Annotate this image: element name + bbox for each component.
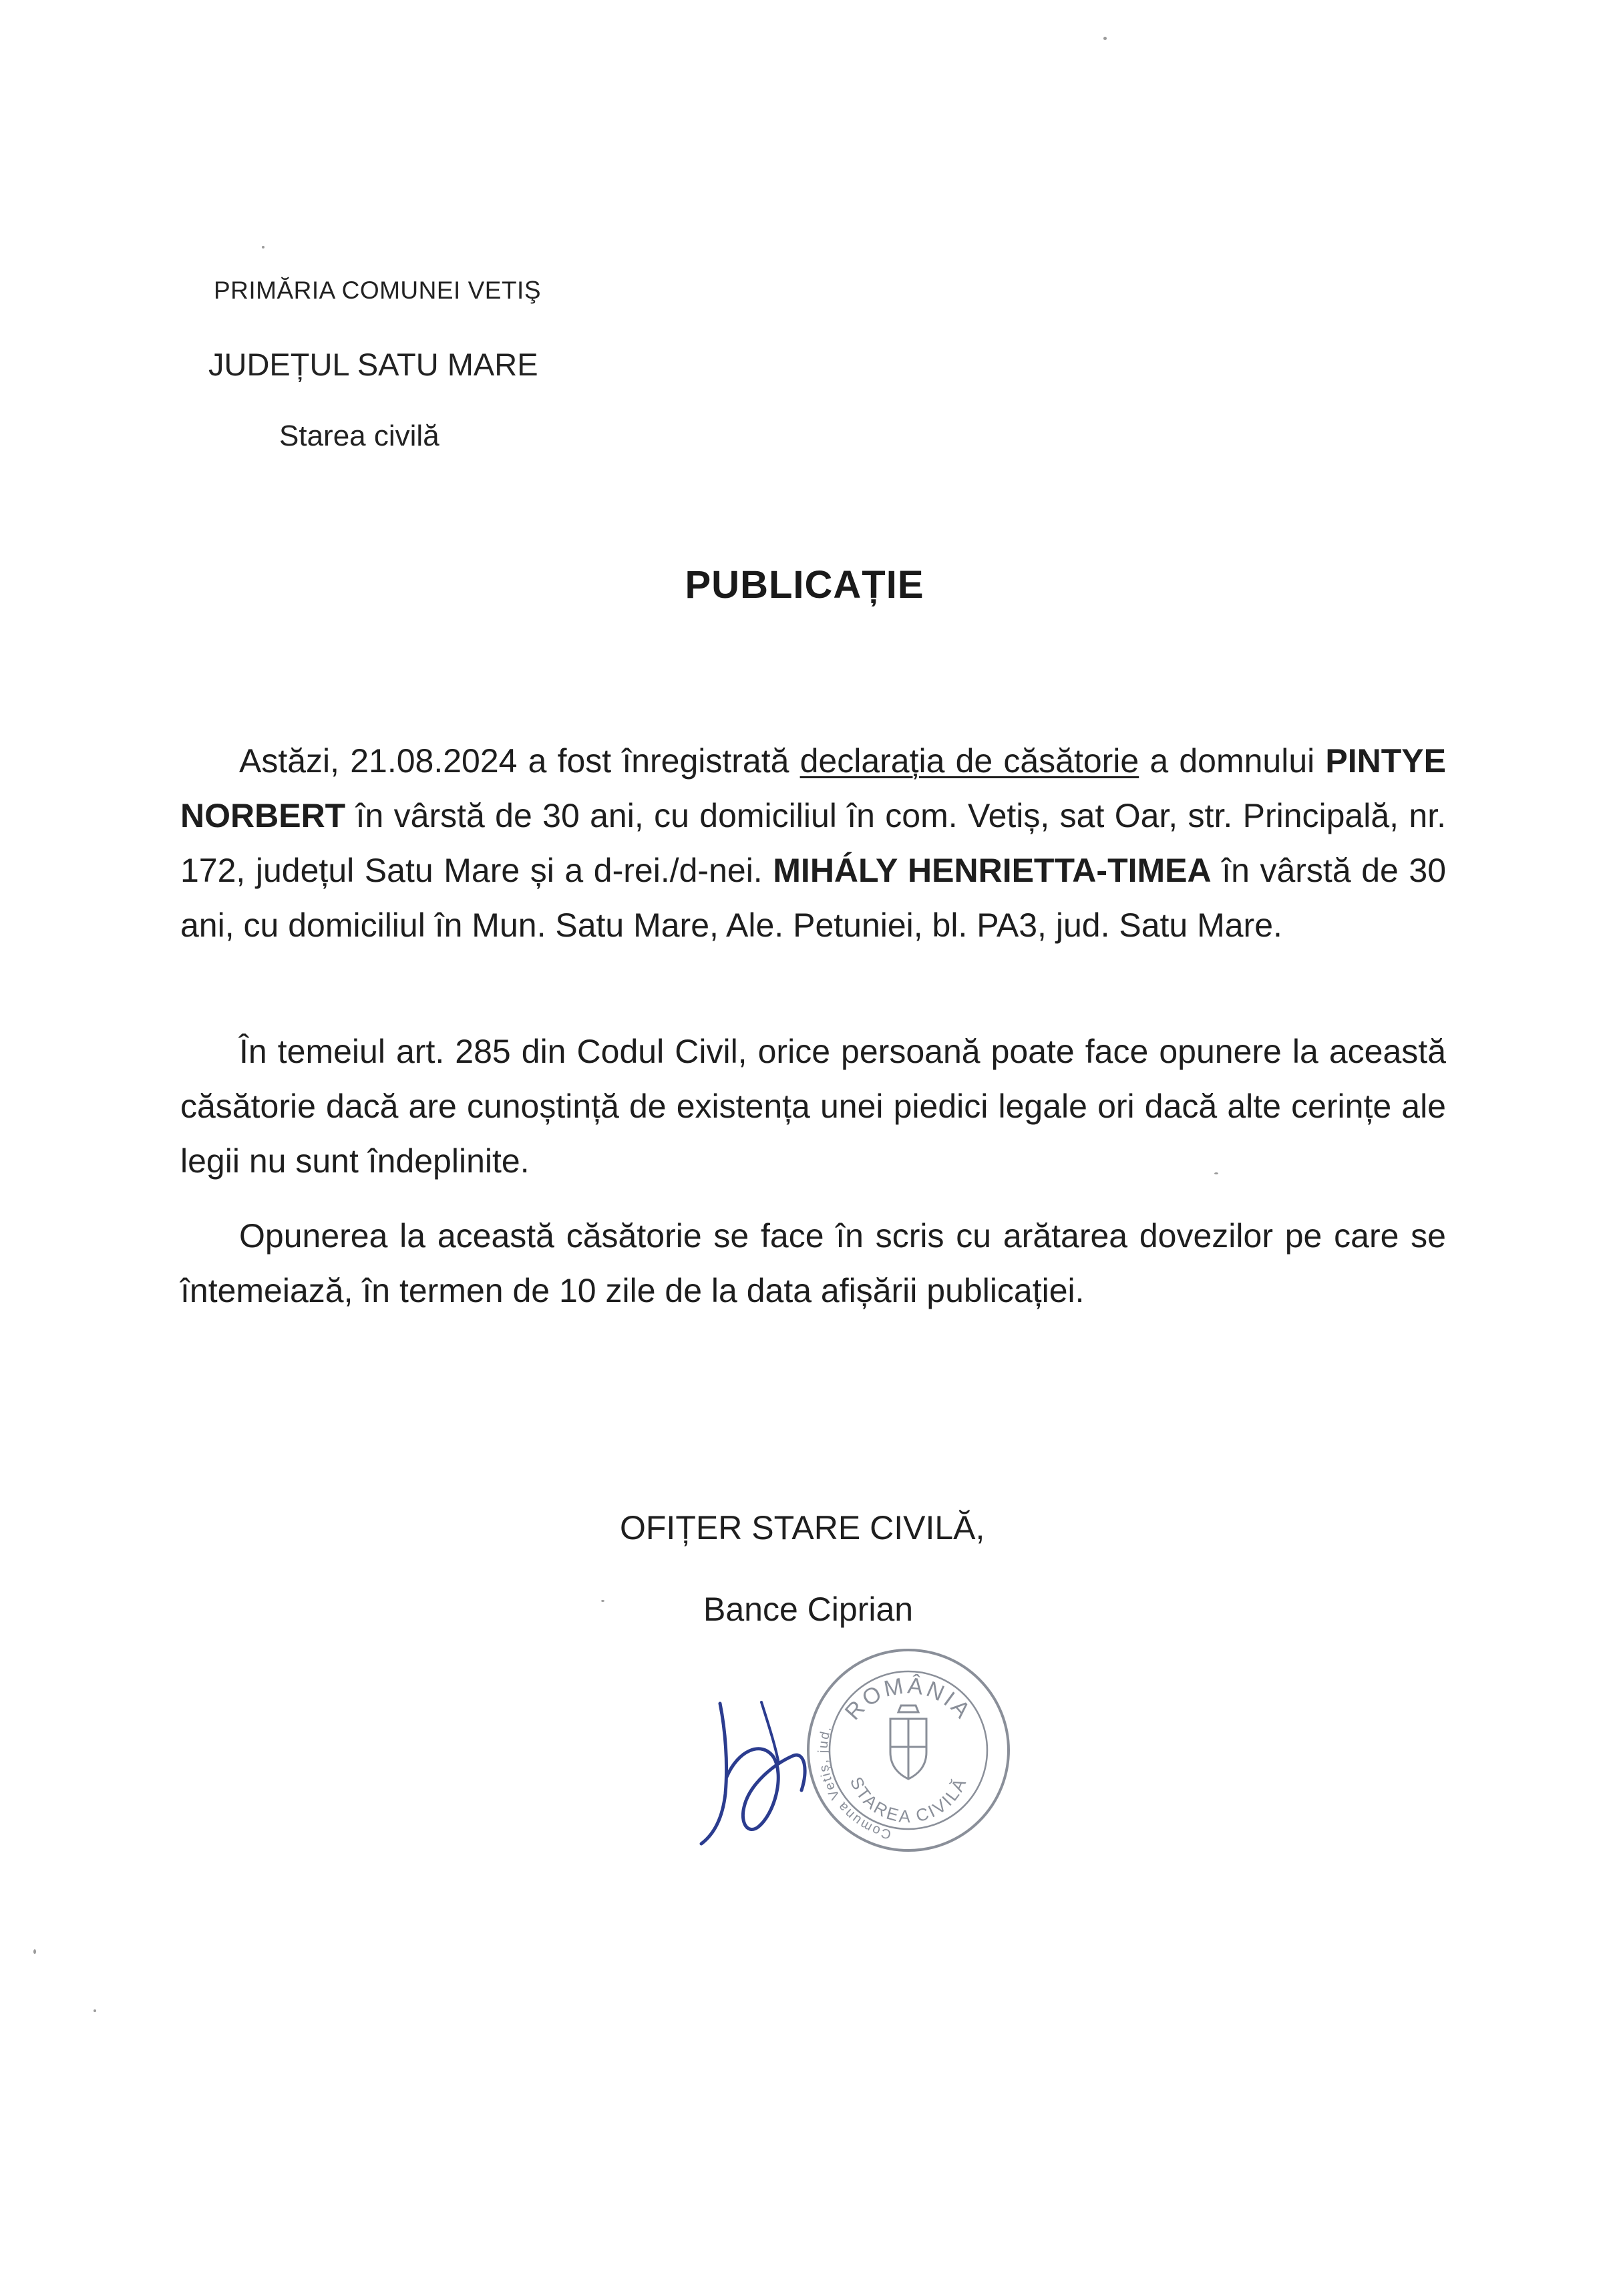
groom-intro-text: a domnului [1139, 742, 1326, 780]
scan-speck [1103, 37, 1107, 40]
scan-speck [601, 1600, 604, 1602]
signatory-name: Bance Ciprian [703, 1591, 914, 1628]
scan-speck [33, 1949, 36, 1954]
coat-of-arms-icon [890, 1705, 926, 1779]
scan-speck [262, 246, 264, 249]
county-name: JUDEȚUL SATU MARE [208, 347, 538, 382]
document-title: PUBLICAȚIE [685, 563, 924, 607]
groom-details: în vârstă de 30 ani, cu domiciliul în com. Vetiș, sat Oar, str. Principală, nr. 172, județul Satu Mare și a d-rei./d-nei. [180, 797, 1446, 889]
intro-text: Astăzi, 21.08.2024 a fost înregistrată [239, 742, 800, 780]
stamp-country-text: ROMÂNIA [840, 1673, 977, 1726]
marriage-declaration-paragraph [180, 733, 1446, 953]
stamp-office-text: STAREA CIVILĂ [846, 1774, 971, 1827]
department-name: Starea civilă [279, 420, 439, 452]
scan-speck [94, 2009, 96, 2012]
svg-text:ROMÂNIA [840, 1673, 976, 1725]
groom-name: PINTYE NORBERT [180, 742, 1446, 834]
opposition-procedure-paragraph: Opunerea la această căsătorie se face în scris cu arătarea dovezilor pe care se întemeiază, în termen de 10 zile de la data afișării publicației. [180, 1217, 1446, 1309]
bride-name: MIHÁLY HENRIETTA-TIMEA [773, 852, 1212, 889]
stamp-locality-text: Comuna Vetiș, jud. [816, 1723, 893, 1842]
scan-speck [1214, 1172, 1218, 1174]
official-stamp [798, 1640, 1019, 1860]
declaration-term: declarația de căsătorie [799, 742, 1139, 780]
signatory-title: OFIȚER STARE CIVILĂ, [620, 1509, 985, 1546]
institution-name: PRIMĂRIA COMUNEI VETIŞ [214, 277, 542, 304]
legal-basis-paragraph: În temeiul art. 285 din Codul Civil, orice persoană poate face opunere la această căsătorie dacă are cunoștință de existența unei piedici legale ori dacă alte cerințe ale legii nu sunt îndeplinite. [180, 1033, 1446, 1180]
bride-details: în vârstă de 30 ani, cu domiciliul în Mun. Satu Mare, Ale. Petuniei, bl. PA3, jud. Satu Mare. [180, 852, 1447, 944]
